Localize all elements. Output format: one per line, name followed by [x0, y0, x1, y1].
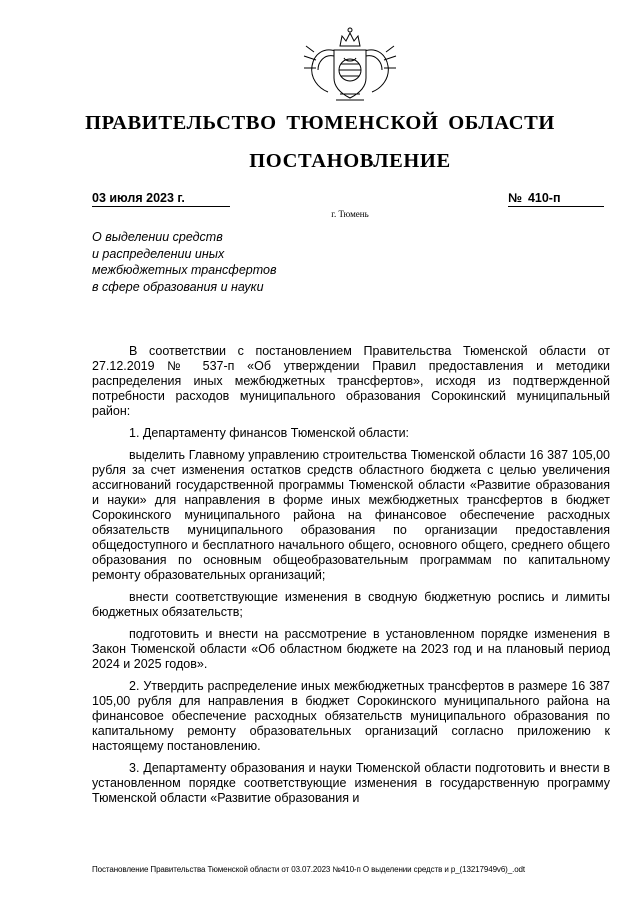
subject-line: О выделении средств	[92, 230, 223, 244]
subject-line: межбюджетных трансфертов	[92, 263, 277, 277]
subject-block	[92, 229, 352, 295]
subject-line: и распределении иных	[92, 246, 225, 261]
government-title: ПРАВИТЕЛЬСТВО ТЮМЕНСКОЙ ОБЛАСТИ	[85, 112, 555, 134]
coat-of-arms-icon	[300, 22, 400, 104]
paragraph-preamble: В соответствии с постановлением Правительства Тюменской области от 27.12.2019 № 537-п «Об утверждении Правил предоставления и методики распределения иных межбюджетных трансфертов», исходя из подтвержденной потребности расходов муниципального образования Сорокинский муниципальный район:	[92, 344, 610, 418]
document-date: 03 июля 2023 г.	[92, 191, 230, 207]
subject-line: в сфере образования и науки	[92, 279, 264, 294]
city: г. Тюмень	[331, 209, 369, 219]
document-body	[92, 344, 610, 813]
paragraph-allocate: выделить Главному управлению строительства Тюменской области 16 387 105,00 рубля за счет изменения остатков средств областного бюджета с целью увеличения ассигнований государственной программы Тюменской области «Развитие образования и науки» для направления в форме иных межбюджетных трансфертов в бюджет Сорокинского муниципального района на финансовое обеспечение расходных обязательств муниципального образования по организации предоставления общедоступного и бесплатного начального общего, основного общего, среднего общего образования по основным общеобразовательным программам по капитальному ремонту образовательных организаций;	[92, 448, 610, 582]
document-number-field	[508, 191, 604, 207]
document-type: ПОСТАНОВЛЕНИЕ	[249, 150, 451, 172]
paragraph-item-3: 3. Департаменту образования и науки Тюменской области подготовить и внести в установленном порядке соответствующие изменения в государственную программу Тюменской области «Развитие образования и	[92, 761, 610, 805]
paragraph-item-2: 2. Утвердить распределение иных межбюджетных трансфертов в размере 16 387 105,00 рубля для направления в бюджет Сорокинского муниципального района на финансовое обеспечение расходных обязательств муниципального образования по капитальному ремонту образовательных организаций согласно приложению к настоящему постановлению.	[92, 679, 610, 753]
number-sign: №	[508, 191, 522, 205]
paragraph-item-1: 1. Департаменту финансов Тюменской области:	[129, 426, 410, 440]
paragraph-amend-roster: внести соответствующие изменения в сводную бюджетную роспись и лимиты бюджетных обязательств;	[92, 590, 610, 619]
page-footer: Постановление Правительства Тюменской области от 03.07.2023 №410-п О выделении средств и р_(13217949v6)_.odt	[92, 865, 526, 874]
document-number: 410-п	[527, 191, 561, 205]
paragraph-prepare-law: подготовить и внести на рассмотрение в установленном порядке изменения в Закон Тюменской области «Об областном бюджете на 2023 год и на плановый период 2024 и 2025 годов».	[92, 627, 610, 671]
